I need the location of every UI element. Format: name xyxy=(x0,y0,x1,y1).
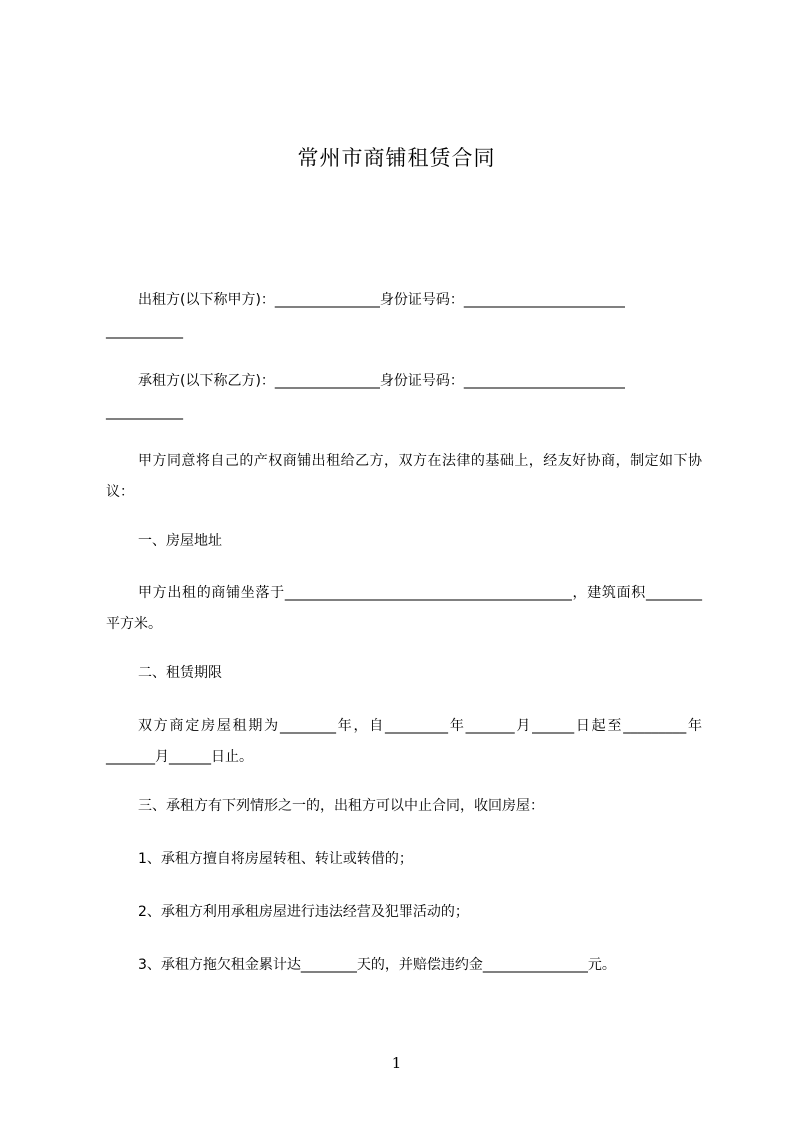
lessee-line-tail: ___________ xyxy=(106,404,183,420)
section-3-item-3: 3、承租方拖欠租金累计达________天的，并赔偿违约金_______________元。 xyxy=(138,957,616,973)
document-title: 常州市商铺租赁合同 xyxy=(297,146,496,170)
lessor-line: 出租方(以下称甲方)：_______________身份证号码：_______________________ xyxy=(138,292,625,308)
section-3-heading: 三、承租方有下列情形之一的，出租方可以中止合同，收回房屋： xyxy=(138,798,544,814)
section-3-item-2: 2、承租方利用承租房屋进行违法经营及犯罪活动的； xyxy=(138,904,469,920)
lessor-line-tail: ___________ xyxy=(106,323,183,339)
section-3-item-1: 1、承租方擅自将房屋转租、转让或转借的； xyxy=(138,851,413,867)
intro-paragraph: 甲方同意将自己的产权商铺出租给乙方，双方在法律的基础上，经友好协商，制定如下协议： xyxy=(106,453,702,500)
section-1-heading: 一、房屋地址 xyxy=(138,533,222,549)
section-1-text: 甲方出租的商铺坐落于_________________________________________，建筑面积________平方米。 xyxy=(106,585,702,632)
page-number: 1 xyxy=(391,1054,402,1072)
section-2-text: 双方商定房屋租期为________年，自_________年_______月______日起至_________年_______月______日止。 xyxy=(106,718,702,765)
lessee-line: 承租方(以下称乙方)：_______________身份证号码：_______________________ xyxy=(138,373,625,389)
section-2-heading: 二、租赁期限 xyxy=(138,665,222,681)
